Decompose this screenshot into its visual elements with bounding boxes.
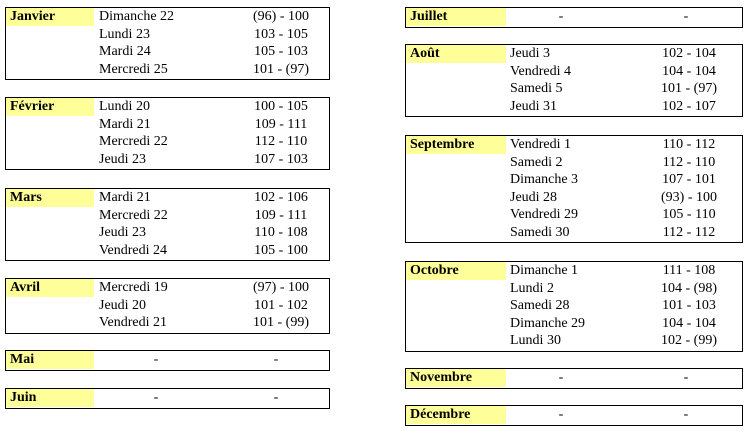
game-score: 107 - 101: [662, 172, 716, 187]
game-row: [406, 98, 742, 116]
month-block: [5, 388, 330, 409]
game-day: Jeudi 31: [510, 98, 558, 114]
game-score: 102 - 106: [254, 190, 308, 205]
game-row: [406, 297, 742, 315]
game-day: Lundi 23: [99, 26, 150, 42]
empty-placeholder: -: [153, 390, 159, 405]
empty-placeholder: -: [558, 370, 564, 385]
game-row: [6, 189, 329, 207]
month-name: Août: [406, 45, 506, 63]
game-row: [6, 224, 329, 242]
game-row: [6, 297, 329, 315]
game-score: (93) - 100: [661, 189, 717, 205]
game-row: [406, 262, 742, 280]
game-day: Dimanche 22: [99, 9, 175, 24]
game-day: Vendredi 24: [99, 242, 168, 258]
game-day: Samedi 2: [510, 154, 563, 170]
game-score: (96) - 100: [253, 9, 309, 24]
month-block: [5, 350, 330, 371]
game-row: [406, 189, 742, 207]
game-score: 101 - (97): [253, 61, 309, 77]
month-name: Juillet: [406, 8, 506, 26]
game-row: [6, 133, 329, 151]
game-score: 102 - (99): [661, 333, 717, 348]
month-block: [5, 188, 330, 261]
game-row: [406, 63, 742, 81]
month-block: [5, 7, 330, 80]
game-score: 103 - 105: [254, 26, 308, 42]
empty-placeholder: -: [273, 390, 279, 405]
game-score: 101 - (99): [253, 315, 309, 330]
empty-placeholder: -: [558, 9, 564, 24]
game-score: 107 - 103: [254, 151, 308, 167]
game-day: Jeudi 28: [510, 189, 558, 205]
game-score: 101 - 102: [254, 297, 308, 313]
game-score: 105 - 100: [254, 242, 308, 258]
game-score: 105 - 103: [254, 44, 308, 59]
game-row: [6, 26, 329, 44]
game-row: [406, 45, 742, 63]
month-name: Mars: [6, 189, 94, 207]
month-block: [405, 261, 743, 352]
month-block: [5, 97, 330, 170]
game-row: [6, 314, 329, 332]
game-row: [6, 98, 329, 116]
game-score: 112 - 112: [662, 224, 716, 240]
game-score: 101 - 103: [662, 298, 716, 313]
month-name: Avril: [6, 279, 94, 297]
game-day: Jeudi 20: [99, 297, 147, 313]
game-row: [6, 242, 329, 260]
empty-placeholder: -: [683, 9, 689, 24]
game-day: Jeudi 23: [99, 151, 147, 167]
empty-placeholder: -: [558, 407, 564, 422]
game-day: Mercredi 19: [99, 280, 168, 295]
month-block: [405, 7, 743, 28]
game-score: (97) - 100: [253, 280, 309, 295]
game-row: [6, 43, 329, 61]
game-row: [6, 279, 329, 297]
month-name: Juin: [6, 389, 94, 407]
month-name: Septembre: [406, 136, 506, 154]
game-day: Mardi 21: [99, 190, 151, 205]
game-day: Samedi 5: [510, 81, 563, 96]
game-day: Mercredi 22: [99, 207, 168, 223]
game-row: [6, 61, 329, 79]
month-name: Février: [6, 98, 94, 116]
game-row: [406, 206, 742, 224]
game-row: [6, 151, 329, 169]
game-day: Vendredi 4: [510, 63, 572, 79]
game-day: Mardi 24: [99, 44, 151, 59]
game-day: Vendredi 21: [99, 315, 168, 330]
game-day: Lundi 20: [99, 99, 150, 114]
month-block: [405, 135, 743, 243]
game-score: 102 - 104: [662, 46, 716, 61]
game-day: Dimanche 3: [510, 172, 579, 187]
game-row: [406, 80, 742, 98]
game-score: 105 - 110: [662, 207, 716, 222]
game-score: 110 - 112: [662, 137, 716, 152]
month-name: Mai: [6, 351, 94, 369]
game-score: 112 - 110: [662, 154, 716, 170]
game-row: [6, 116, 329, 134]
game-day: Mardi 21: [99, 116, 151, 132]
month-block: [405, 44, 743, 117]
game-day: Lundi 30: [510, 333, 561, 348]
game-day: Jeudi 3: [510, 46, 551, 61]
game-day: Vendredi 29: [510, 207, 579, 222]
game-day: Mercredi 25: [99, 61, 168, 77]
game-day: Samedi 28: [510, 298, 570, 313]
game-row: [406, 315, 742, 333]
month-name: Décembre: [406, 406, 506, 424]
month-block: [5, 278, 330, 334]
game-score: 101 - (97): [661, 81, 717, 96]
game-day: Jeudi 23: [99, 225, 147, 240]
game-day: Mercredi 22: [99, 134, 168, 149]
game-score: 109 - 111: [254, 207, 308, 223]
game-row: [406, 171, 742, 189]
game-row: [6, 207, 329, 225]
game-score: 104 - 104: [662, 63, 716, 79]
game-score: 104 - 104: [662, 315, 716, 331]
game-row: [406, 280, 742, 298]
game-row: [406, 136, 742, 154]
game-score: 100 - 105: [254, 99, 308, 114]
game-day: Dimanche 1: [510, 263, 579, 278]
game-row: [406, 224, 742, 242]
month-block: [405, 405, 743, 426]
month-name: Octobre: [406, 262, 506, 280]
game-day: Samedi 30: [510, 224, 570, 240]
game-score: 112 - 110: [254, 134, 308, 149]
game-row: [406, 332, 742, 350]
month-block: [405, 368, 743, 389]
empty-placeholder: -: [683, 370, 689, 385]
game-day: Lundi 2: [510, 280, 554, 296]
game-day: Vendredi 1: [510, 137, 572, 152]
game-score: 102 - 107: [662, 98, 716, 114]
game-day: Dimanche 29: [510, 315, 586, 331]
game-score: 111 - 108: [662, 263, 716, 278]
month-name: Novembre: [406, 369, 506, 387]
empty-placeholder: -: [273, 352, 279, 367]
game-row: [6, 8, 329, 26]
game-score: 110 - 108: [254, 225, 308, 240]
month-name: Janvier: [6, 8, 94, 26]
empty-placeholder: -: [683, 407, 689, 422]
empty-placeholder: -: [153, 352, 159, 367]
game-score: 104 - (98): [661, 280, 717, 296]
game-score: 109 - 111: [254, 116, 308, 132]
game-row: [406, 154, 742, 172]
